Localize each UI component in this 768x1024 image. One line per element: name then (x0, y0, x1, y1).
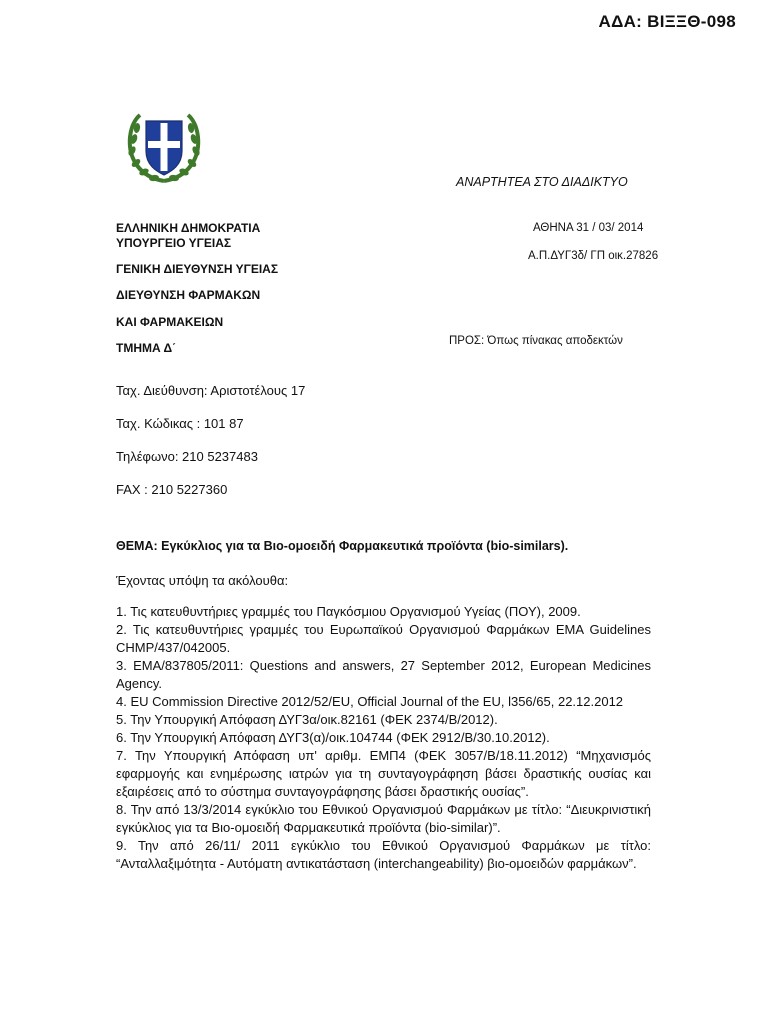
issuer-line-department: ΤΜΗΜΑ Δ΄ (116, 341, 177, 355)
issuer-line-directorate-general: ΓΕΝΙΚΗ ΔΙΕΥΘΥΝΣΗ ΥΓΕΙΑΣ (116, 262, 279, 276)
list-item: 2. Τις κατευθυντήριες γραμμές του Ευρωπαϊκού Οργανισμού Φαρμάκων EMA Guidelines CHMP/437/042005. (116, 622, 651, 655)
list-item: 8. Την από 13/3/2014 εγκύκλιο του Εθνικού Οργανισμού Φαρμάκων με τίτλο: “Διευκρινιστική εγκύκλιος για τα Βιο-ομοειδή Φαρμακευτικά προϊόντα (bio-similar)”. (116, 802, 651, 835)
list-item: 7. Την Υπουργική Απόφαση υπ' αριθμ. ΕΜΠ4 (ΦΕΚ 3057/Β/18.11.2012) “Μηχανισμός εφαρμογής και ενημέρωσης ιατρών για τη συνταγογράφηση βάσει δραστικής ουσίας και εξαιρέσεις από το σύστημα συνταγογράφησης βάσει δραστικής ουσίας”. (116, 748, 651, 799)
fax-number: FAX : 210 5227360 (116, 482, 228, 497)
issuer-line-directorate: ΔΙΕΥΘΥΝΣΗ ΦΑΡΜΑΚΩΝ (116, 288, 261, 302)
list-item: 6. Την Υπουργική Απόφαση ΔΥΓ3(α)/οικ.104744 (ΦΕΚ 2912/Β/30.10.2012). (116, 730, 550, 745)
issuer-line-pharmacies: ΚΑΙ ΦΑΡΜΑΚΕΙΩΝ (116, 315, 224, 329)
considerations-intro: Έχοντας υπόψη τα ακόλουθα: (116, 573, 289, 588)
list-item: 3. EMA/837805/2011: Questions and answers, 27 September 2012, European Medicines Agency. (116, 658, 651, 691)
issuer-line-ministry: ΥΠΟΥΡΓΕΙΟ ΥΓΕΙΑΣ (116, 236, 232, 250)
recipients-line: ΠΡΟΣ: Όπως πίνακας αποδεκτών (449, 335, 623, 347)
phone-number: Τηλέφωνο: 210 5237483 (116, 449, 258, 464)
list-item: 9. Την από 26/11/ 2011 εγκύκλιο του Εθνικού Οργανισμού Φαρμάκων με τίτλο: “Ανταλλαξιμότητα - Αυτόματη αντικατάσταση (interchangeability) βιο-ομοειδών φαρμάκων”. (116, 838, 651, 871)
issuer-line-republic: ΕΛΛΗΝΙΚΗ ΔΗΜΟΚΡΑΤΙΑ (116, 221, 261, 235)
considerations-list (116, 603, 651, 873)
postal-address: Ταχ. Διεύθυνση: Αριστοτέλους 17 (116, 383, 306, 398)
ada-code: ΑΔΑ: ΒΙΞΞΘ-098 (598, 12, 736, 31)
list-item: 5. Την Υπουργική Απόφαση ΔΥΓ3α/οικ.82161 (ΦΕΚ 2374/Β/2012). (116, 712, 498, 727)
post-online-notice: ΑΝΑΡΤΗΤΕΑ ΣΤΟ ΔΙΑΔΙΚΤΥΟ (456, 175, 628, 189)
coat-of-arms-icon (122, 107, 206, 187)
document-date: ΑΘΗΝΑ 31 / 03/ 2014 (533, 222, 644, 234)
document-subject: ΘΕΜΑ: Εγκύκλιος για τα Βιο-ομοειδή Φαρμακευτικά προϊόντα (bio-similars). (116, 539, 569, 553)
list-item: 4. EU Commission Directive 2012/52/EU, Official Journal of the EU, l356/65, 22.12.2012 (116, 694, 624, 709)
protocol-number: Α.Π.ΔΥΓ3δ/ ΓΠ οικ.27826 (528, 250, 659, 262)
postal-code: Ταχ. Κώδικας : 101 87 (116, 416, 244, 431)
list-item: 1. Τις κατευθυντήριες γραμμές του Παγκόσμιου Οργανισμού Υγείας (ΠΟΥ), 2009. (116, 604, 581, 619)
